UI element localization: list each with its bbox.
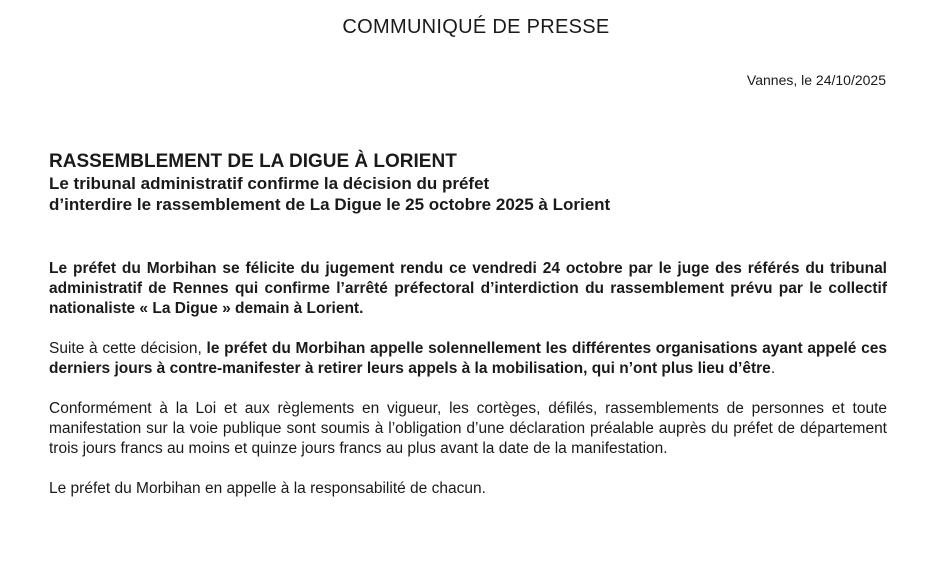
headline-block (49, 150, 899, 215)
paragraph-2 (49, 339, 887, 379)
paragraph-2-end: . (770, 360, 776, 377)
subheadline-line-2: d’interdire le rassemblement de La Digue le 25 octobre 2025 à Lorient (49, 195, 611, 214)
headline: RASSEMBLEMENT DE LA DIGUE À LORIENT (49, 151, 457, 172)
paragraph-2-bold: le préfet du Morbihan appelle solennellement les différentes organisations ayant appelé ces derniers jours à contre-manifester à retirer leurs appels à la mobilisation, qui n’ont plus lieu d’être (49, 340, 887, 377)
paragraph-3: Conformément à la Loi et aux règlements en vigueur, les cortèges, défilés, rassemblements de personnes et toute manifestation sur la voie publique sont soumis à l’obligation d’une déclaration préalable auprès du préfet de département trois jours francs au moins et quinze jours francs au plus avant la date de la manifestation. (49, 400, 887, 457)
paragraph-2-intro: Suite à cette décision, (49, 340, 207, 357)
document-header-title: COMMUNIQUÉ DE PRESSE (342, 16, 610, 38)
subheadline-line-1: Le tribunal administratif confirme la décision du préfet (49, 174, 490, 193)
paragraph-1: Le préfet du Morbihan se félicite du jugement rendu ce vendredi 24 octobre par le juge des référés du tribunal administratif de Rennes qui confirme l’arrêté préfectoral d’interdiction du rassemblement prévu par le collectif nationaliste « La Digue » demain à Lorient. (49, 260, 887, 317)
body-text (49, 259, 887, 519)
dateline: Vannes, le 24/10/2025 (746, 72, 886, 88)
paragraph-4: Le préfet du Morbihan en appelle à la responsabilité de chacun. (49, 480, 486, 497)
